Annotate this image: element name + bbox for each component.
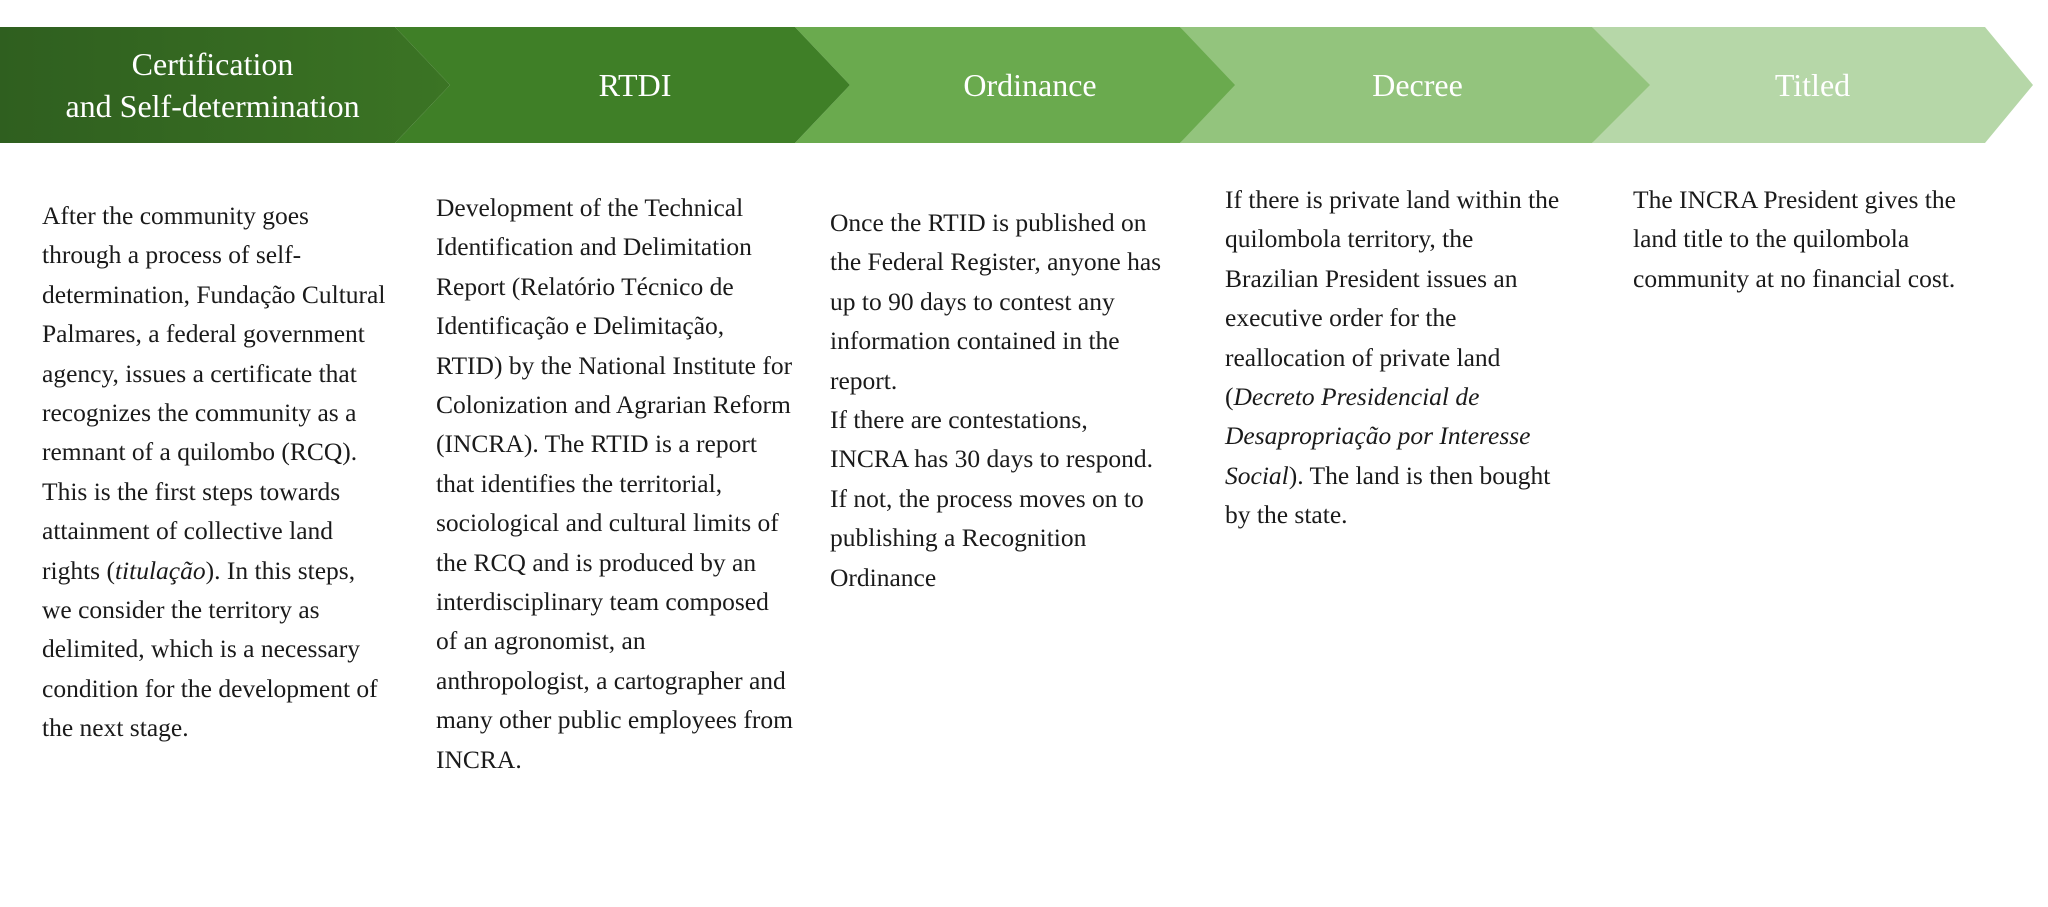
stage-description-decree [1225, 180, 1570, 535]
description-paragraph [830, 203, 1170, 400]
stage-description-rtdi [436, 188, 794, 779]
description-paragraph [1225, 180, 1570, 535]
description-text: ). In this steps, we consider the territory as delimited, which is a necessary condition for the development of the next stage. [42, 555, 378, 743]
description-italic-term: Decreto Presidencial de Desapropriação por Interesse Social [1225, 382, 1531, 490]
description-italic-term: titulação [114, 555, 206, 585]
description-text: The INCRA President gives the land title to the quilombola community at no financial cost. [1633, 185, 1956, 293]
stage-description-ordinance [830, 203, 1170, 597]
description-paragraph [436, 188, 794, 779]
description-text: Development of the Technical Identification and Delimitation Report (Relatório Técnico de Identificação e Delimitação, RTID) by the National Institute for Colonization and Agrarian Reform (INCRA). The RTID is a report that identifies the territorial, sociological and cultural limits of the RCQ and is produced by an interdisciplinary team composed of an agronomist, an anthropologist, a cartographer and many other public employees from INCRA. [436, 193, 793, 774]
description-paragraph [1633, 180, 1978, 298]
description-text: After the community goes through a process of self-determination, Fundação Cultural Palmares, a federal government agency, issues a certificate that recognizes the community as a remnant of a quilombo (RCQ). This is the first steps towards attainment of collective land rights ( [42, 201, 386, 585]
stage-label-ordinance: Ordinance [963, 67, 1097, 103]
description-paragraph [830, 400, 1170, 597]
description-text: If there are contestations, INCRA has 30 days to respond. If not, the process moves on to publishing a Recognition Ordinance [830, 405, 1153, 592]
description-text: If there is private land within the quilombola territory, the Brazilian President issues an executive order for the reallocation of private land ( [1225, 185, 1560, 412]
stage-description-certification [42, 196, 387, 748]
description-text: Once the RTID is published on the Federal Register, anyone has up to 90 days to contest any information contained in the report. [830, 208, 1162, 395]
stage-label-certification: Certification and Self-determination [65, 46, 360, 124]
description-text: ). The land is then bought by the state. [1225, 460, 1551, 530]
stage-label-decree: Decree [1372, 67, 1463, 103]
description-paragraph [42, 196, 387, 748]
stage-label-titled: Titled [1774, 67, 1851, 103]
stage-label-rtdi: RTDI [598, 67, 672, 103]
stage-description-titled [1633, 180, 1978, 298]
